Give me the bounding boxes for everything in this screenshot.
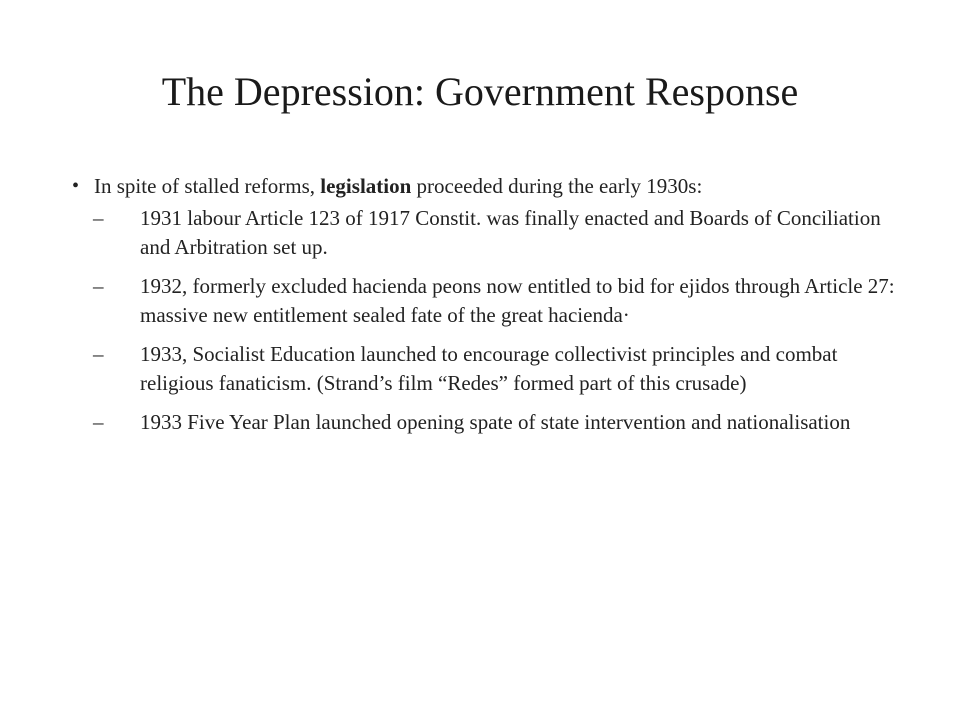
sub-item (93, 204, 912, 261)
bullet-item (72, 172, 912, 200)
bullet-text-end: proceeded during the early 1930s: (411, 174, 703, 198)
sub-item (93, 272, 912, 329)
slide-content (72, 172, 912, 448)
sub-item-text: 1932, formerly excluded hacienda peons now entitled to bid for ejidos through Article 27: massive new entitlement sealed fate of the great hacienda· (140, 274, 895, 327)
dash-icon: – (93, 342, 104, 366)
dash-icon: – (93, 206, 104, 230)
sub-item (93, 340, 912, 397)
sub-item (93, 408, 912, 437)
bullet-icon: • (72, 175, 80, 197)
sub-item-text: 1933 Five Year Plan launched opening spate of state intervention and nationalisation (140, 410, 851, 434)
dash-icon: – (93, 274, 104, 298)
sub-item-text: 1931 labour Article 123 of 1917 Constit. was finally enacted and Boards of Conciliation and Arbitration set up. (140, 206, 881, 259)
slide-title: The Depression: Government Response (161, 69, 799, 114)
bullet-text-start: In spite of stalled reforms, (94, 174, 321, 198)
dash-icon: – (93, 410, 104, 434)
sub-item-text: 1933, Socialist Education launched to encourage collectivist principles and combat religious fanaticism. (Strand’s film “Redes” formed part of this crusade) (140, 342, 838, 395)
sub-list (72, 204, 912, 437)
bullet-text-bold: legislation (320, 174, 412, 198)
